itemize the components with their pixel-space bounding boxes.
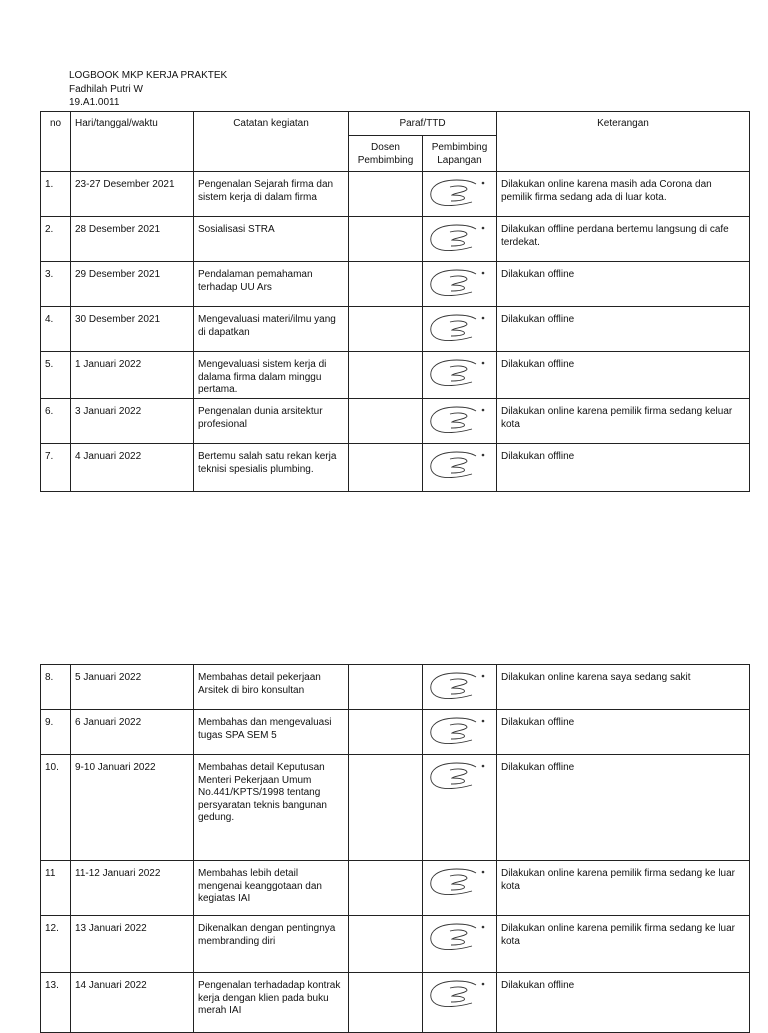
dosen-signature-cell — [349, 172, 423, 217]
dosen-signature-cell — [349, 665, 423, 710]
dosen-signature-cell — [349, 444, 423, 492]
entry-number: 12. — [41, 916, 71, 973]
entry-date: 29 Desember 2021 — [71, 262, 194, 307]
entry-notes: Dilakukan offline — [497, 262, 750, 307]
entry-notes: Dilakukan online karena pemilik firma sedang ke luar kota — [497, 916, 750, 973]
entry-number: 6. — [41, 399, 71, 444]
signature-icon — [428, 266, 490, 300]
entry-activity: Pengenalan terhadadap kontrak kerja dengan klien pada buku merah IAI — [194, 973, 349, 1033]
signature-icon — [428, 714, 490, 748]
entry-activity: Dikenalkan dengan pentingnya membranding diri — [194, 916, 349, 973]
signature-icon — [428, 920, 490, 954]
table-row — [41, 861, 750, 916]
table-row — [41, 399, 750, 444]
dosen-signature-cell — [349, 710, 423, 755]
table-row — [41, 307, 750, 352]
signature-icon — [428, 669, 490, 703]
student-name: Fadhilah Putri W — [69, 83, 143, 95]
entry-activity: Pendalaman pemahaman terhadap UU Ars — [194, 262, 349, 307]
entry-number: 10. — [41, 755, 71, 861]
entry-number: 2. — [41, 217, 71, 262]
entry-date: 4 Januari 2022 — [71, 444, 194, 492]
lapangan-signature-cell — [423, 755, 497, 861]
entry-notes: Dilakukan online karena masih ada Corona dan pemilik firma sedang ada di luar kota. — [497, 172, 750, 217]
entry-number: 1. — [41, 172, 71, 217]
column-header-notes: Keterangan — [497, 112, 750, 172]
entry-date: 11-12 Januari 2022 — [71, 861, 194, 916]
dosen-signature-cell — [349, 755, 423, 861]
table-row — [41, 444, 750, 492]
column-header-activity: Catatan kegiatan — [194, 112, 349, 172]
dosen-signature-cell — [349, 916, 423, 973]
table-row — [41, 217, 750, 262]
entry-number: 8. — [41, 665, 71, 710]
column-header-date: Hari/tanggal/waktu — [71, 112, 194, 172]
entry-number: 13. — [41, 973, 71, 1033]
entry-activity: Mengevaluasi sistem kerja di dalama firma dalam minggu pertama. — [194, 352, 349, 399]
entry-activity: Membahas detail pekerjaan Arsitek di biro konsultan — [194, 665, 349, 710]
table-row — [41, 710, 750, 755]
signature-icon — [428, 759, 490, 793]
entry-date: 1 Januari 2022 — [71, 352, 194, 399]
signature-icon — [428, 356, 490, 390]
logbook-title: LOGBOOK MKP KERJA PRAKTEK — [69, 70, 228, 81]
entry-date: 23-27 Desember 2021 — [71, 172, 194, 217]
entry-notes: Dilakukan offline — [497, 444, 750, 492]
entry-activity: Pengenalan dunia arsitektur profesional — [194, 399, 349, 444]
dosen-signature-cell — [349, 352, 423, 399]
column-header-no: no — [41, 112, 71, 172]
entry-notes: Dilakukan online karena pemilik firma sedang keluar kota — [497, 399, 750, 444]
entry-notes: Dilakukan offline — [497, 755, 750, 861]
entry-notes: Dilakukan online karena pemilik firma sedang ke luar kota — [497, 861, 750, 916]
logbook-table-page-2 — [40, 664, 750, 1033]
dosen-signature-cell — [349, 307, 423, 352]
document-header — [69, 69, 227, 110]
entry-number: 5. — [41, 352, 71, 399]
entry-activity: Membahas detail Keputusan Menteri Pekerjaan Umum No.441/KPTS/1998 tentang persyaratan teknis bangunan gedung. — [194, 755, 349, 861]
signature-icon — [428, 977, 490, 1011]
entry-date: 5 Januari 2022 — [71, 665, 194, 710]
lapangan-signature-cell — [423, 172, 497, 217]
lapangan-signature-cell — [423, 444, 497, 492]
signature-icon — [428, 311, 490, 345]
table-row — [41, 665, 750, 710]
entry-activity: Membahas lebih detail mengenai keanggotaan dan kegiatas IAI — [194, 861, 349, 916]
signature-icon — [428, 403, 490, 437]
entry-activity: Mengevaluasi materi/ilmu yang di dapatkan — [194, 307, 349, 352]
table-row — [41, 262, 750, 307]
table-row — [41, 352, 750, 399]
signature-icon — [428, 448, 490, 482]
table-row — [41, 916, 750, 973]
student-id: 19.A1.0011 — [69, 97, 120, 108]
column-header-dosen-pembimbing: Dosen Pembimbing — [349, 136, 423, 172]
lapangan-signature-cell — [423, 352, 497, 399]
dosen-signature-cell — [349, 399, 423, 444]
column-header-paraf: Paraf/TTD — [349, 112, 497, 136]
entry-number: 9. — [41, 710, 71, 755]
entry-number: 7. — [41, 444, 71, 492]
entry-notes: Dilakukan offline perdana bertemu langsung di cafe terdekat. — [497, 217, 750, 262]
entry-date: 14 Januari 2022 — [71, 973, 194, 1033]
table-row — [41, 755, 750, 861]
entry-notes: Dilakukan offline — [497, 710, 750, 755]
entry-date: 28 Desember 2021 — [71, 217, 194, 262]
entry-date: 9-10 Januari 2022 — [71, 755, 194, 861]
column-header-pembimbing-lapangan: Pembimbing Lapangan — [423, 136, 497, 172]
entry-number: 3. — [41, 262, 71, 307]
lapangan-signature-cell — [423, 665, 497, 710]
entry-notes: Dilakukan online karena saya sedang sakit — [497, 665, 750, 710]
signature-icon — [428, 176, 490, 210]
table-row — [41, 172, 750, 217]
signature-icon — [428, 865, 490, 899]
lapangan-signature-cell — [423, 916, 497, 973]
lapangan-signature-cell — [423, 262, 497, 307]
entry-number: 4. — [41, 307, 71, 352]
logbook-table-page-1 — [40, 111, 750, 492]
lapangan-signature-cell — [423, 399, 497, 444]
dosen-signature-cell — [349, 262, 423, 307]
lapangan-signature-cell — [423, 217, 497, 262]
dosen-signature-cell — [349, 861, 423, 916]
entry-date: 30 Desember 2021 — [71, 307, 194, 352]
entry-date: 3 Januari 2022 — [71, 399, 194, 444]
lapangan-signature-cell — [423, 710, 497, 755]
entry-activity: Sosialisasi STRA — [194, 217, 349, 262]
entry-notes: Dilakukan offline — [497, 973, 750, 1033]
signature-icon — [428, 221, 490, 255]
entry-notes: Dilakukan offline — [497, 352, 750, 399]
entry-notes: Dilakukan offline — [497, 307, 750, 352]
entry-activity: Membahas dan mengevaluasi tugas SPA SEM 5 — [194, 710, 349, 755]
lapangan-signature-cell — [423, 861, 497, 916]
entry-number: 11 — [41, 861, 71, 916]
lapangan-signature-cell — [423, 307, 497, 352]
entry-activity: Bertemu salah satu rekan kerja teknisi spesialis plumbing. — [194, 444, 349, 492]
entry-date: 6 Januari 2022 — [71, 710, 194, 755]
dosen-signature-cell — [349, 217, 423, 262]
entry-activity: Pengenalan Sejarah firma dan sistem kerja di dalam firma — [194, 172, 349, 217]
entry-date: 13 Januari 2022 — [71, 916, 194, 973]
